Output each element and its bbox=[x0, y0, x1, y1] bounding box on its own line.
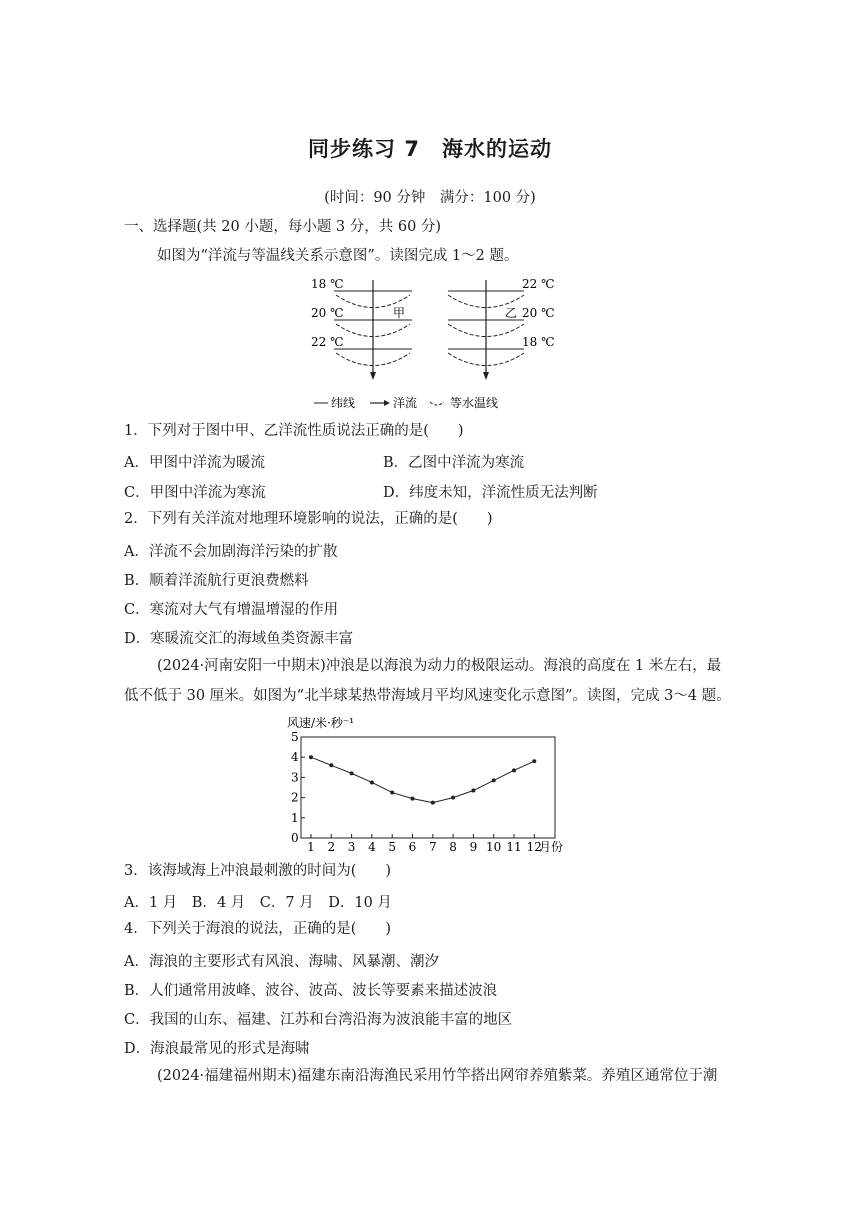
page-title: 同步练习 7 海水的运动 bbox=[308, 137, 552, 161]
wind-speed-chart bbox=[285, 713, 585, 855]
legend-current: 洋流 bbox=[393, 396, 418, 410]
left-label-1: 18 ℃ bbox=[311, 277, 344, 291]
y-tick-label: 0 bbox=[291, 831, 299, 845]
intro-next: (2024·福建福州期末)福建东南沿海渔民采用竹竿搭出网帘养殖紫菜。养殖区通常位于潮 bbox=[157, 1068, 718, 1084]
right-label-1: 22 ℃ bbox=[522, 277, 555, 291]
section-heading: 一、选择题(共 20 小题，每小题 3 分，共 60 分) bbox=[124, 219, 442, 235]
q2-option-d[interactable]: D．寒暖流交汇的海域鱼类资源丰富 bbox=[124, 631, 354, 647]
y-tick-label: 2 bbox=[291, 790, 299, 805]
q4-option-d[interactable]: D．海浪最常见的形式是海啸 bbox=[124, 1041, 310, 1057]
intro-q1-2: 如图为“洋流与等温线关系示意图”。读图完成 1～2 题。 bbox=[157, 248, 519, 264]
arrow-head bbox=[483, 372, 489, 380]
q3-options[interactable]: A．1 月 B．4 月 C．7 月 D．10 月 bbox=[124, 895, 392, 911]
q4-option-a[interactable]: A．海浪的主要形式有风浪、海啸、风暴潮、潮汐 bbox=[124, 954, 439, 970]
x-tick-label: 12 bbox=[526, 840, 542, 854]
x-tick-label: 11 bbox=[506, 840, 522, 854]
x-tick-label: 3 bbox=[347, 840, 356, 854]
data-point bbox=[451, 796, 455, 800]
q1-option-d[interactable]: D．纬度未知，洋流性质无法判断 bbox=[383, 485, 598, 501]
q1-option-c[interactable]: C．甲图中洋流为寒流 bbox=[124, 485, 266, 501]
data-point bbox=[492, 778, 496, 782]
q4-stem: 4．下列关于海浪的说法，正确的是( ) bbox=[124, 921, 392, 937]
arrow-head bbox=[370, 372, 376, 380]
data-point bbox=[512, 768, 516, 772]
x-tick-label: 1 bbox=[307, 840, 315, 854]
data-point bbox=[431, 801, 435, 805]
chart-xlabel: 月份 bbox=[539, 840, 564, 854]
legend-latitude: 纬线 bbox=[331, 396, 356, 410]
y-tick-label: 4 bbox=[291, 750, 299, 765]
data-point bbox=[390, 791, 394, 795]
q3-stem: 3．该海域海上冲浪最刺激的时间为( ) bbox=[124, 863, 392, 879]
x-tick-label: 7 bbox=[428, 840, 437, 854]
intro-q3-4-line1: (2024·河南安阳一中期末)冲浪是以海浪为动力的极限运动。海浪的高度在 1 米左右，最 bbox=[157, 658, 722, 674]
q1-option-a[interactable]: A．甲图中洋流为暖流 bbox=[124, 455, 265, 471]
data-point bbox=[350, 771, 354, 775]
left-label-2: 20 ℃ bbox=[311, 306, 344, 320]
q2-option-b[interactable]: B．顺着洋流航行更浪费燃料 bbox=[124, 573, 309, 589]
y-tick-label: 5 bbox=[291, 730, 299, 744]
label-jia: 甲 bbox=[393, 306, 406, 320]
right-label-3: 18 ℃ bbox=[522, 335, 555, 349]
intro-q3-4-line2: 低不低于 30 厘米。如图为“北半球某热带海域月平均风速变化示意图”。读图，完成 3～4 题。 bbox=[124, 688, 731, 704]
x-tick-label: 8 bbox=[449, 840, 457, 854]
series-line bbox=[311, 757, 534, 802]
q1-stem: 1．下列对于图中甲、乙洋流性质说法正确的是( ) bbox=[124, 423, 464, 439]
x-tick-label: 6 bbox=[408, 840, 417, 854]
q2-option-c[interactable]: C．寒流对大气有增温增湿的作用 bbox=[124, 602, 339, 618]
q2-option-a[interactable]: A．洋流不会加剧海洋污染的扩散 bbox=[124, 544, 338, 560]
x-tick-label: 9 bbox=[469, 840, 478, 854]
left-label-3: 22 ℃ bbox=[311, 335, 344, 349]
q1-option-b[interactable]: B．乙图中洋流为寒流 bbox=[383, 455, 525, 471]
legend-isotherm-symbol bbox=[430, 402, 444, 405]
data-point bbox=[471, 789, 475, 793]
data-point bbox=[532, 759, 536, 763]
data-point bbox=[411, 797, 415, 801]
y-tick-label: 1 bbox=[291, 810, 299, 825]
y-tick-label: 3 bbox=[291, 770, 299, 785]
chart-frame bbox=[301, 737, 555, 838]
chart-ylabel: 风速/米·秒⁻¹ bbox=[287, 716, 355, 730]
x-tick-label: 5 bbox=[388, 840, 397, 854]
q2-stem: 2．下列有关洋流对地理环境影响的说法，正确的是( ) bbox=[124, 511, 493, 527]
q4-option-c[interactable]: C．我国的山东、福建、江苏和台湾沿海为波浪能丰富的地区 bbox=[124, 1012, 513, 1028]
label-yi: 乙 bbox=[505, 306, 518, 320]
data-point bbox=[329, 763, 333, 767]
x-tick-label: 10 bbox=[486, 840, 502, 854]
right-label-2: 20 ℃ bbox=[522, 306, 555, 320]
exam-meta: (时间：90 分钟 满分：100 分) bbox=[324, 190, 536, 206]
data-point bbox=[309, 755, 313, 759]
q4-option-b[interactable]: B．人们通常用波峰、波谷、波高、波长等要素来描述波浪 bbox=[124, 983, 498, 999]
legend-isotherm: 等水温线 bbox=[450, 396, 499, 410]
current-isotherm-figure bbox=[300, 272, 570, 414]
data-point bbox=[370, 780, 374, 784]
x-tick-label: 4 bbox=[368, 840, 376, 854]
x-tick-label: 2 bbox=[327, 840, 336, 854]
